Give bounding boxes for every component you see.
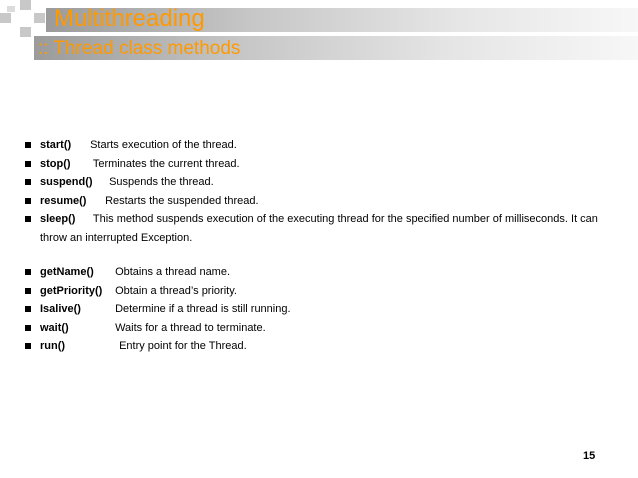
bullet-square-icon — [25, 198, 31, 204]
method-description: Starts execution of the thread. — [90, 139, 237, 151]
method-name: sleep() — [40, 213, 76, 225]
method-description: Entry point for the Thread. — [119, 340, 247, 352]
method-description: Obtains a thread name. — [115, 266, 231, 278]
method-name: getPriority() — [40, 284, 103, 297]
list-item — [24, 282, 614, 301]
list-item — [24, 173, 614, 192]
list-item — [24, 210, 614, 247]
method-name: run() — [40, 340, 66, 352]
decorative-square — [34, 13, 45, 23]
method-name: suspend() — [40, 176, 93, 188]
method-name: resume() — [40, 194, 87, 207]
bullet-square-icon — [25, 269, 31, 275]
bullet-square-icon — [25, 288, 31, 294]
list-item — [24, 319, 614, 338]
method-name: stop() — [40, 157, 71, 170]
list-item — [24, 155, 614, 174]
bullet-square-icon — [25, 216, 31, 222]
bullet-square-icon — [25, 343, 31, 349]
decorative-square — [20, 0, 31, 10]
list-item — [24, 300, 614, 319]
bullet-group — [24, 263, 614, 356]
decorative-square — [0, 13, 11, 23]
method-description: Terminates the current thread. — [92, 157, 240, 170]
decorative-square — [7, 6, 15, 12]
bullet-square-icon — [25, 179, 31, 185]
method-description: Restarts the suspended thread. — [105, 194, 259, 207]
method-description: Obtain a thread’s priority. — [115, 284, 237, 297]
bullet-group — [24, 136, 614, 247]
method-description: Waits for a thread to terminate. — [115, 321, 266, 334]
bullet-square-icon — [25, 142, 31, 148]
page-number: 15 — [583, 450, 596, 462]
bullet-square-icon — [25, 306, 31, 312]
method-name: Isalive() — [40, 303, 81, 315]
method-name: start() — [40, 139, 72, 151]
method-name: getName() — [40, 266, 94, 278]
list-item — [24, 192, 614, 211]
list-item — [24, 337, 614, 356]
bullet-list — [24, 136, 614, 356]
method-description: Suspends the thread. — [109, 176, 214, 188]
slide-subtitle: :: Thread class methods — [38, 38, 241, 59]
list-item — [24, 263, 614, 282]
list-item — [24, 136, 614, 155]
method-name: wait() — [40, 321, 69, 334]
slide-title: Multithreading — [54, 5, 205, 32]
bullet-square-icon — [25, 161, 31, 167]
decorative-square — [20, 27, 31, 37]
bullet-square-icon — [25, 325, 31, 331]
method-description: Determine if a thread is still running. — [115, 303, 291, 315]
method-description: This method suspends execution of the executing thread for the specified number of milliseconds. It can throw an interrupted Exception. — [40, 213, 598, 244]
